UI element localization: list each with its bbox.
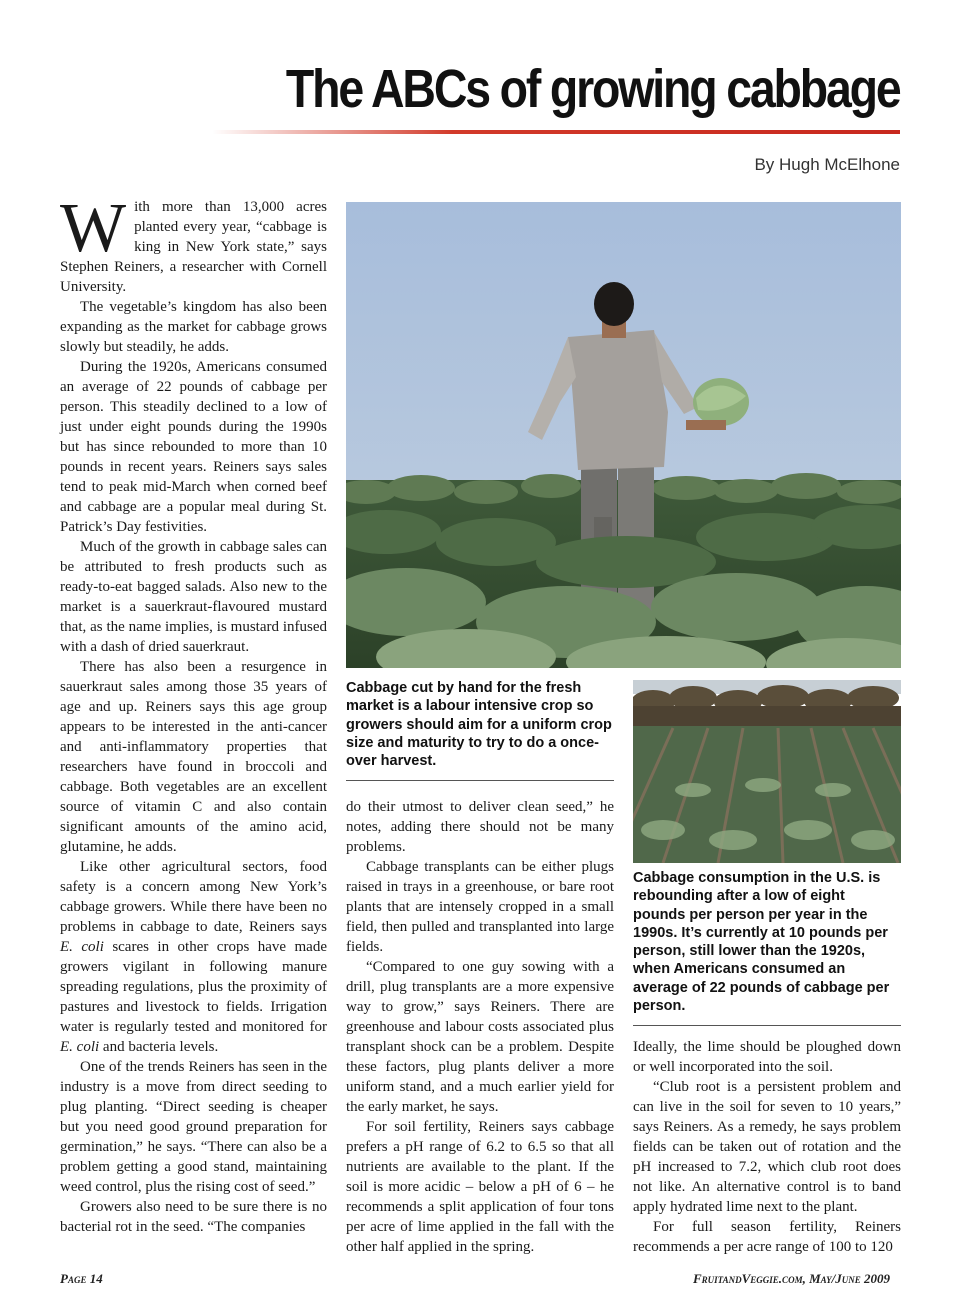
byline: By Hugh McElhone <box>754 155 900 174</box>
paragraph-intro: With more than 13,000 acres planted every year, “cabbage is king in New York state,” says Stephen Reiners, a researcher with Cornell University. <box>60 190 327 295</box>
paragraph: Growers also need to be sure there is no bacterial rot in the seed. “The companies <box>60 1199 327 1235</box>
paragraph: “Compared to one guy sowing with a drill, plug transplants are a more expensive way to grow,” says Reiners. There are greenhouse and labour costs associated plus transplant shock can be a problem. Despite these factors, plug plants deliver a more uniform stand, and a much earlier yield for the early market, he says. <box>346 959 614 1115</box>
paragraph: do their utmost to deliver clean seed,” he notes, adding there should not be many problems. <box>346 799 614 855</box>
secondary-photo <box>633 680 901 863</box>
cabbage-rows-image <box>633 680 901 863</box>
paragraph: During the 1920s, Americans consumed an average of 22 pounds of cabbage per person. This steadily declined to a low of just under eight pounds during the 1990s but has since rebounded to more than 10 pounds in recent years. Reiners says sales tend to peak mid-March when corned beef and cabbage are a popular meal during St. Patrick’s Day festivities. <box>60 359 327 535</box>
paragraph: “Club root is a persistent problem and can live in the soil for seven to 10 years,” says Reiners. As a remedy, he says problem fields can be taken out of rotation and the pH increased to 7.2, which club root does not like. An alternative control is to band apply hydrated lime next to the plant. <box>633 1079 901 1215</box>
paragraph: For soil fertility, Reiners says cabbage prefers a pH range of 6.2 to 6.5 so that all nutrients are available to the plant. If the soil is more acidic – below a pH of 6 – he recommends a split application of four tons per acre of lime applied in the fall with the other half applied in the spring. <box>346 1119 614 1255</box>
title-underline <box>212 130 900 134</box>
drop-cap: W <box>60 190 127 267</box>
paragraph: The vegetable’s kingdom has also been expanding as the market for cabbage grows slowly but steadily, he adds. <box>60 299 327 355</box>
main-photo-caption: Cabbage cut by hand for the fresh market is a labour intensive crop so growers should aim for a uniform crop size and maturity to try to do a once-over harvest. <box>346 680 612 770</box>
caption-divider <box>346 780 614 781</box>
secondary-photo-caption: Cabbage consumption in the U.S. is rebounding after a low of eight pounds per person per year in the 1990s. It’s currently at 10 pounds per person, still lower than the 1920s, when Americans consumed an average of 22 pounds of cabbage per person. <box>633 870 890 1015</box>
paragraph: There has also been a resurgence in sauerkraut sales among those 35 years of age and up. Reiners says this age group appears to be interested in the anti-cancer and anti-inflammatory properties that researchers have found in broccoli and cabbage. Both vegetables are an excellent source of vitamin C and also contain significant amounts of the amino acid, glutamine, he adds. <box>60 659 327 855</box>
farmer-in-cabbage-field-image <box>346 202 901 668</box>
paragraph: Ideally, the lime should be ploughed down or well incorporated into the soil. <box>633 1039 901 1075</box>
paragraph: Much of the growth in cabbage sales can be attributed to fresh products such as ready-to-eat bagged salads. Also new to the market is a sauerkraut-flavoured mustard that, as the name implies, is mustard infused with a dash of dried sauerkraut. <box>60 539 327 655</box>
paragraph: Cabbage transplants can be either plugs raised in trays in a greenhouse, or bare root plants that are intensely cropped in a small field, then pulled and transplanted into large fields. <box>346 859 614 955</box>
publication-info: FruitandVeggie.com, May/June 2009 <box>692 1271 890 1286</box>
paragraph: One of the trends Reiners has seen in the industry is a move from direct seeding to plug planting. “Direct seeding is cheaper but you need good ground preparation for germination,” he says. “There can also be a problem getting a good stand, maintaining weed control, plus the rising cost of seed.” <box>60 1059 327 1195</box>
paragraph-food-safety: Like other agricultural sectors, food safety is a concern among New York’s cabbage growers. While there have been no problems in cabbage to date, Reiners says E. coli scares in other crops have made growers vigilant in following manure spreading regulations, plus the proximity of pastures and livestock to fields. Irrigation water is regularly tested and monitored for E. coli and bacteria levels. <box>60 859 327 1055</box>
article-column-1 <box>60 190 327 1237</box>
caption-divider <box>633 1025 901 1026</box>
article-title: The ABCs of growing cabbage <box>286 59 900 119</box>
article-column-2 <box>346 797 614 1257</box>
paragraph: For full season fertility, Reiners recommends a per acre range of 100 to 120 <box>633 1219 901 1255</box>
page-number: Page 14 <box>60 1271 103 1286</box>
main-photo <box>346 202 901 668</box>
article-column-3 <box>633 1037 901 1257</box>
